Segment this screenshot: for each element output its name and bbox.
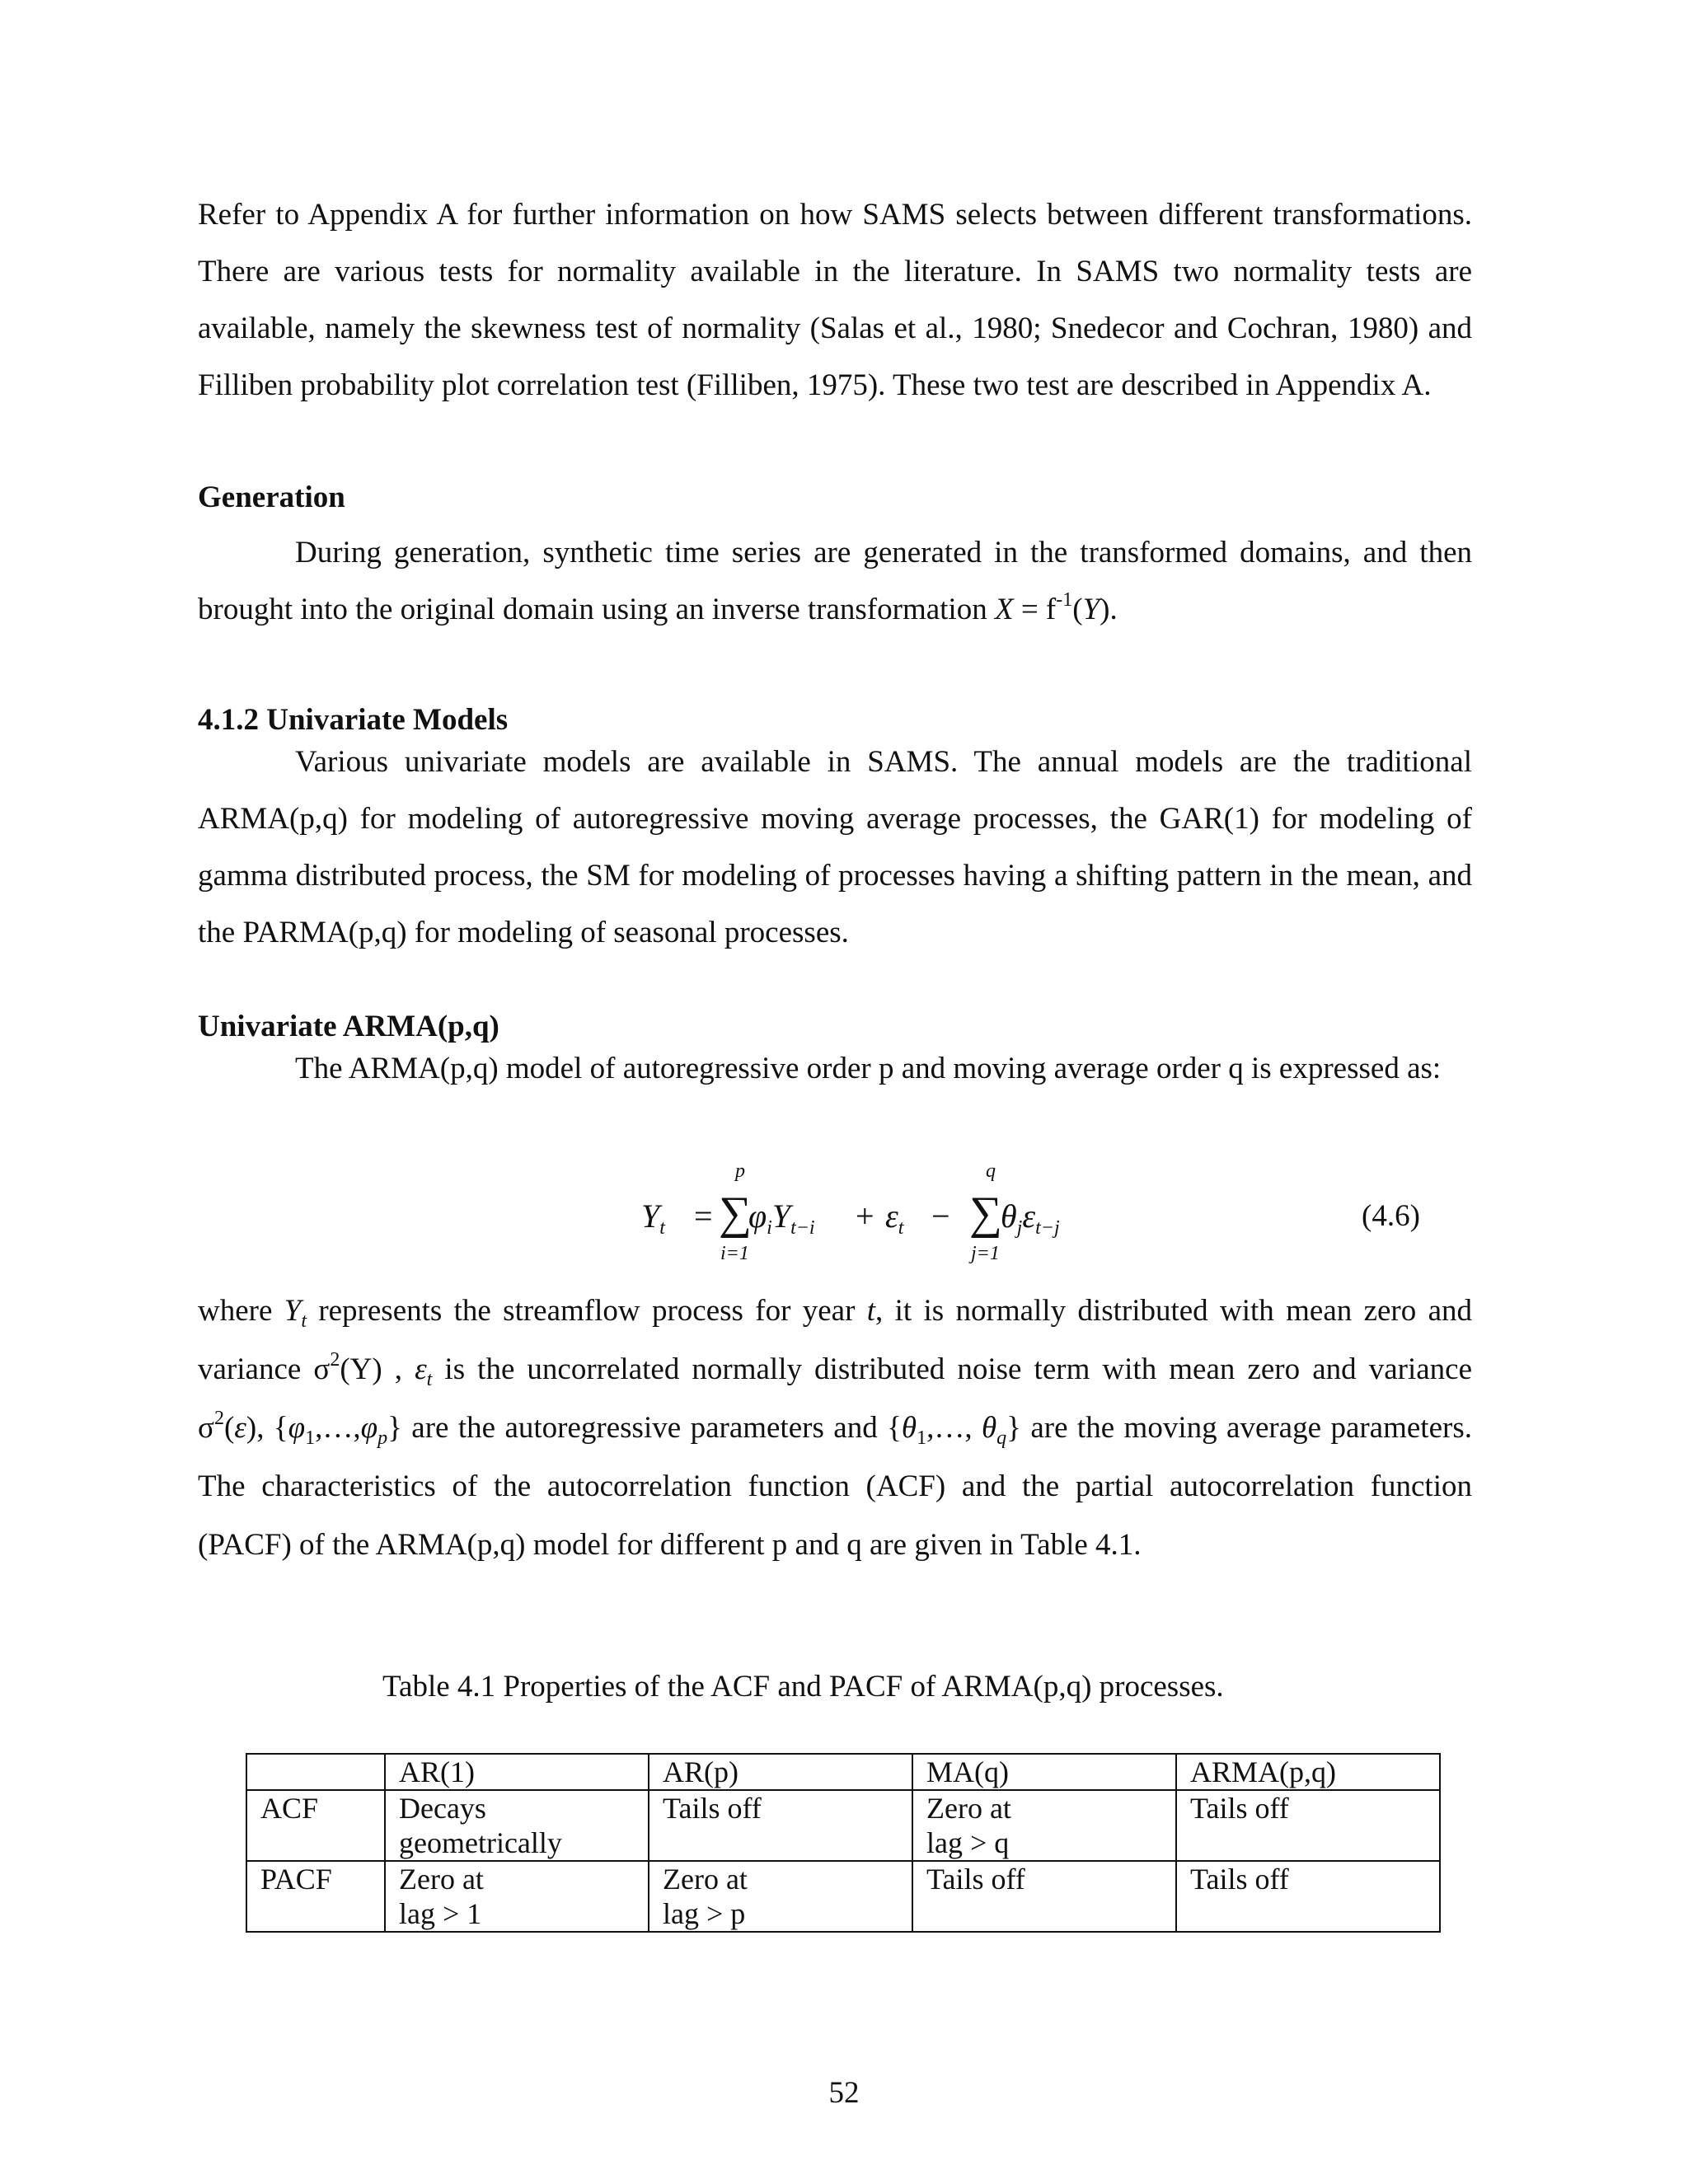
eq-epsilon-term: $\varepsilon_t$ xyxy=(885,1197,904,1239)
eq-phi-term: $\varphi_iY_{t-i}$ xyxy=(748,1197,815,1239)
generation-heading: Generation xyxy=(198,480,345,514)
eq-theta-term: $\theta_j\varepsilon_{t-j}$ xyxy=(1001,1197,1060,1239)
eq-equals: = xyxy=(694,1197,713,1235)
table-cell: Tails off xyxy=(649,1790,912,1861)
table-header-cell xyxy=(246,1754,385,1790)
table-header-cell: MA(q) xyxy=(912,1754,1176,1790)
arma-equation xyxy=(626,1160,1088,1268)
table-cell: Tails off xyxy=(912,1861,1176,1932)
table-caption: Table 4.1 Properties of the ACF and PACF of ARMA(p,q) processes. xyxy=(382,1670,1224,1704)
intro-paragraph: Refer to Appendix A for further information on how SAMS selects between different transformations. There are various tests for normality available in the literature. In SAMS two normality tests are available, namely the skewness test of normality (Salas et al., 1980; Snedecor and Cochran, 1980) and Filliben probability plot correlation test (Filliben, 1975). These two test are described in Appendix A. xyxy=(198,198,1472,402)
table-cell: Tails off xyxy=(1176,1790,1440,1861)
acf-pacf-properties-table xyxy=(246,1753,1441,1933)
table-header-cell: AR(1) xyxy=(385,1754,649,1790)
table-header-row xyxy=(246,1754,1440,1790)
generation-paragraph: During generation, synthetic time series are generated in the transformed domains, and then brought into the original domain using an inverse transformation $X = f^{-1}(Y)$. xyxy=(198,536,1472,626)
eq-plus: + xyxy=(856,1197,874,1235)
table-cell: Tails off xyxy=(1176,1861,1440,1932)
page-number: 52 xyxy=(828,2076,860,2110)
equation-number: (4.6) xyxy=(1362,1199,1420,1233)
table-header-cell: ARMA(p,q) xyxy=(1176,1754,1440,1790)
table-row-label: ACF xyxy=(246,1790,385,1861)
table-row-label: PACF xyxy=(246,1861,385,1932)
sum1-upper-limit: p xyxy=(735,1160,745,1182)
table-row xyxy=(246,1861,1440,1932)
arma-intro-paragraph: The ARMA(p,q) model of autoregressive order p and moving average order q is expressed as: xyxy=(295,1052,1442,1085)
sum1-sigma: ∑ xyxy=(719,1188,752,1239)
eq-lhs: $Y_t$ xyxy=(641,1197,665,1239)
sum2-lower-limit: j=1 xyxy=(971,1243,1000,1264)
sum2-upper-limit: q xyxy=(986,1160,996,1182)
sum1-lower-limit: i=1 xyxy=(720,1243,749,1264)
section-heading-univariate-models: 4.1.2 Univariate Models xyxy=(198,703,509,737)
where-paragraph: where $Y_t$ represents the streamflow process for year t, it is normally distributed with mean zero and variance $\sigma^2(Y)$ , $\varepsilon_t$ is the uncorrelated normally distributed noise term with mean zero and variance $\sigma^2(\varepsilon)$, $\{\varphi_1,\dots,\varphi_p\}$ are the autoregressive parameters and {$\theta_1,\dots$, $\theta_q$} are the moving average parameters. The characteristics of the autocorrelation function (ACF) and the partial autocorrelation function (PACF) of the ARMA(p,q) model for different p and q are given in Table 4.1. xyxy=(198,1294,1473,1562)
eq-minus: − xyxy=(931,1197,950,1235)
table-cell: Zero at lag > q xyxy=(912,1790,1176,1861)
table-row xyxy=(246,1790,1440,1861)
table-cell: Zero at lag > 1 xyxy=(385,1861,649,1932)
sum2-sigma: ∑ xyxy=(969,1188,1002,1239)
table-header-cell: AR(p) xyxy=(649,1754,912,1790)
table-cell: Zero at lag > p xyxy=(649,1861,912,1932)
univariate-models-paragraph: Various univariate models are available in SAMS. The annual models are the traditional ARMA(p,q) for modeling of autoregressive moving average processes, the GAR(1) for modeling of gamma distributed process, the SM for modeling of processes having a shifting pattern in the mean, and the PARMA(p,q) for modeling of seasonal processes. xyxy=(198,745,1472,949)
table-cell: Decays geometrically xyxy=(385,1790,649,1861)
arma-heading: Univariate ARMA(p,q) xyxy=(198,1010,499,1043)
